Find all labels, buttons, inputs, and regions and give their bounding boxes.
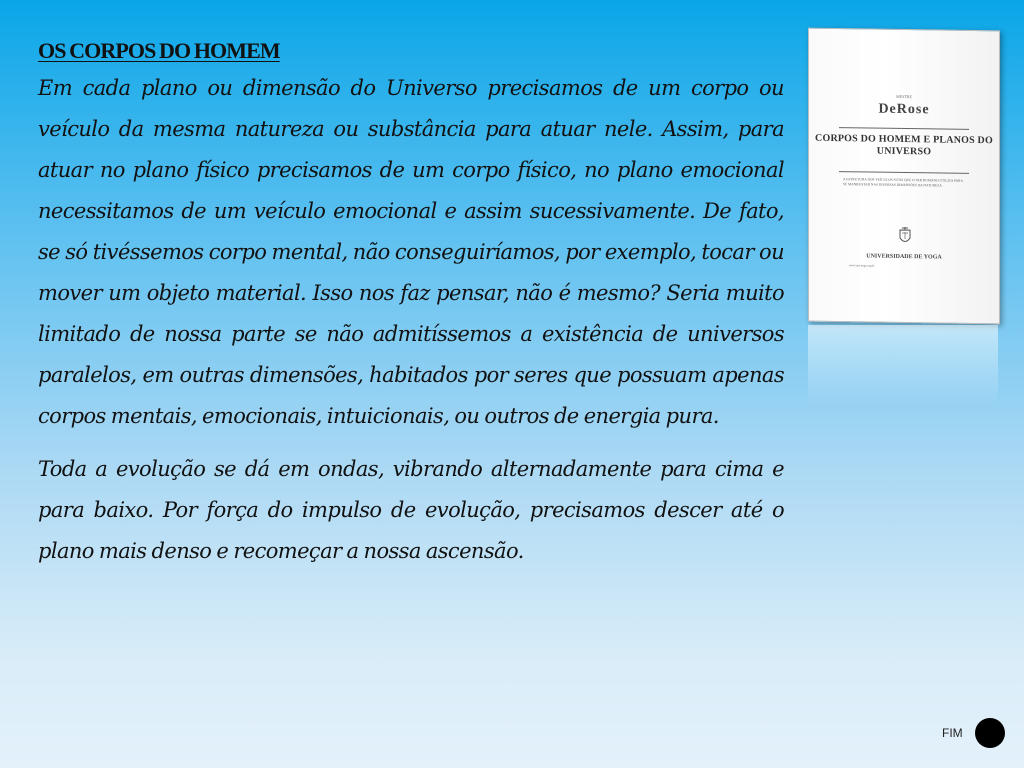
book-cover (808, 28, 1000, 325)
book-subtitle: A ESTRUTURA DOS VEÍCULOS SUTIS QUE O SER HUMANO UTILIZA PARA SE MANIFESTAR NAS DIVERSAS DIMENSÕES DA NATUREZA. (843, 177, 963, 188)
slide-text (38, 36, 784, 572)
book-reflection (808, 325, 998, 405)
slide-title: OS CORPOS DO HOMEM (38, 38, 280, 63)
book-publisher: UNIVERSIDADE DE YOGA (866, 253, 942, 261)
coat-of-arms-icon (897, 226, 913, 246)
end-button[interactable] (975, 718, 1005, 748)
book-fine-print: www.uni-yoga.org.br (849, 263, 875, 268)
book-author-prefix: MESTRE (896, 93, 912, 100)
paragraph-1: Em cada plano ou dimensão do Universo precisamos de um corpo ou veículo da mesma natureza ou substância para atuar nele. Assim, para atuar no plano físico precisamos de um corpo físico, no plano emocional necessitamos de um veículo emocional e assim sucessivamente. De fato, se só tivéssemos corpo mental, não conseguiríamos, por exemplo, tocar ou mover um objeto material. Isso nos faz pensar, não é mesmo? Seria muito limitado de nossa parte se não admitíssemos a existência de universos paralelos, em outras dimensões, habitados por seres que possuam apenas corpos mentais, emocionais, intuicionais, ou outros de energia pura. (38, 76, 784, 428)
book-author: DeRose (878, 101, 930, 118)
book-title: CORPOS DO HOMEM E PLANOS DO UNIVERSO (815, 132, 993, 158)
book-divider-top (839, 127, 969, 130)
book-cover-image (808, 29, 1002, 409)
paragraph-2: Toda a evolução se dá em ondas, vibrando alternadamente para cima e para baixo. Por força do impulso de evolução, precisamos descer até o plano mais denso e recomeçar a nossa ascensão. (38, 457, 784, 563)
book-divider-bottom (839, 171, 969, 174)
end-label: FIM (942, 726, 963, 740)
